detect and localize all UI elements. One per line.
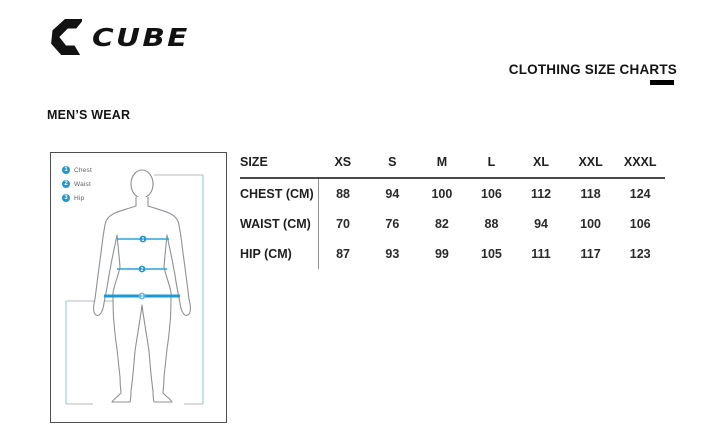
figure-legend	[62, 166, 92, 208]
value-cell: 88	[484, 217, 499, 231]
table-header-cell-size: SIZE	[240, 150, 318, 178]
value-cell: 87	[336, 247, 350, 261]
cube-wordmark: CUBE	[92, 22, 190, 52]
value-cell: 76	[385, 217, 400, 231]
legend-num-badge: 2	[62, 180, 70, 188]
table-header-cell-l: L	[467, 150, 517, 178]
row-label-cell: CHEST (CM)	[240, 178, 318, 209]
table-row-hip	[240, 239, 665, 269]
table-header-cell-xs: XS	[318, 150, 368, 178]
table-header-cell-xxl: XXL	[566, 150, 616, 178]
legend-item-hip	[62, 194, 92, 202]
table-header-cell-m: M	[417, 150, 467, 178]
value-cell: 112	[530, 187, 552, 201]
legend-label: Chest	[74, 166, 92, 174]
size-table	[240, 150, 665, 269]
row-label-cell: WAIST (CM)	[240, 209, 318, 239]
section-title: MEN’S WEAR	[47, 108, 131, 122]
table-header-cell-s: S	[368, 150, 418, 178]
cube-logo-icon	[48, 18, 82, 56]
title-underline-bar	[650, 80, 674, 85]
value-cell: 106	[481, 187, 502, 201]
legend-num-badge: 3	[62, 194, 70, 202]
value-cell: 105	[481, 247, 502, 261]
table-row-chest	[240, 178, 665, 209]
value-cell: 100	[580, 217, 602, 231]
value-cell: 94	[534, 217, 548, 231]
legend-label: Hip	[74, 194, 85, 202]
svg-text:1: 1	[141, 237, 145, 243]
value-cell: 93	[385, 247, 400, 261]
value-cell: 123	[629, 247, 651, 261]
value-cell: 118	[580, 187, 601, 201]
figure-head	[131, 170, 153, 198]
value-cell: 100	[431, 187, 453, 201]
value-cell: 82	[434, 217, 449, 231]
svg-text:2: 2	[140, 267, 144, 273]
legend-label: Waist	[74, 180, 92, 188]
table-header-row	[240, 150, 665, 178]
value-cell: 70	[336, 217, 350, 231]
cube-logo	[48, 18, 190, 56]
row-label-cell: HIP (CM)	[240, 239, 318, 269]
value-cell: 124	[629, 187, 651, 201]
table-row-waist	[240, 209, 665, 239]
value-cell: 94	[385, 187, 400, 201]
value-cell: 99	[434, 247, 449, 261]
page-title: CLOTHING SIZE CHARTS	[508, 62, 677, 77]
value-cell: 88	[336, 187, 350, 201]
value-cell: 111	[531, 247, 551, 261]
legend-item-waist	[62, 180, 92, 188]
svg-text:3: 3	[140, 294, 144, 300]
value-cell: 106	[629, 217, 651, 231]
legend-item-chest	[62, 166, 92, 174]
value-cell: 117	[580, 247, 601, 261]
legend-num-badge: 1	[62, 166, 70, 174]
size-figure-panel	[50, 152, 227, 423]
table-header-cell-xl: XL	[516, 150, 566, 178]
table-header-cell-xxxl: XXXL	[615, 150, 665, 178]
